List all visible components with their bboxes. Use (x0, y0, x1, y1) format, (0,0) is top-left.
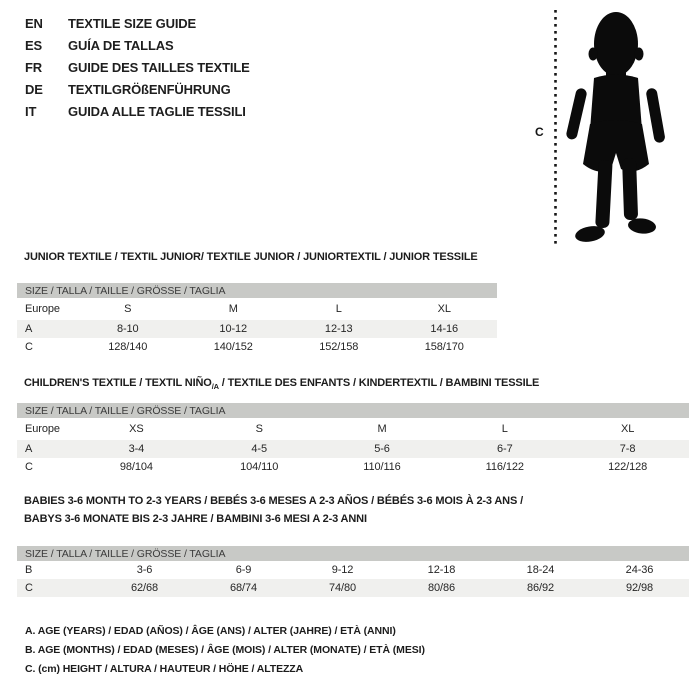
height-cell: 92/98 (590, 579, 689, 597)
language-title-list (25, 12, 250, 122)
row-label: B (25, 564, 33, 576)
months-cell: 24-36 (625, 564, 654, 576)
table-row-height (17, 579, 689, 597)
height-cell: 116/122 (485, 461, 524, 473)
babies-title-line2: BABYS 3-6 MONATE BIS 2-3 JAHRE / BAMBINI 3-6 MESI A 2-3 ANNI (24, 513, 367, 525)
size-header-band: SIZE / TALLA / TAILLE / GRÖSSE / TAGLIA (17, 283, 497, 298)
language-code: IT (25, 103, 37, 119)
language-label: TEXTILGRÖßENFÜHRUNG (68, 81, 231, 97)
junior-size-table (17, 283, 497, 356)
age-cell: 8-10 (75, 320, 181, 338)
table-row-age (17, 440, 689, 458)
size-cell: M (377, 423, 387, 435)
footnote-c: C. (cm) HEIGHT / ALTURA / HAUTEUR / HÖHE / ALTEZZA (25, 663, 304, 675)
months-cell: 9-12 (331, 564, 354, 576)
months-cell: 6-9 (235, 564, 252, 576)
height-cell: 110/116 (363, 461, 401, 473)
table-row-height (17, 458, 689, 476)
language-row-it (25, 100, 250, 122)
language-code: DE (25, 81, 43, 97)
row-label: C (25, 461, 33, 473)
language-label: TEXTILE SIZE GUIDE (68, 15, 197, 31)
children-size-table (17, 403, 689, 476)
height-cell: 80/86 (392, 579, 491, 597)
table-row-age (17, 320, 497, 338)
height-cell: 104/110 (240, 461, 279, 473)
row-label: C (17, 579, 95, 597)
height-cell: 98/104 (119, 461, 153, 473)
footnotes (25, 622, 425, 679)
language-code: FR (25, 59, 43, 75)
table-row-months (17, 561, 689, 579)
height-cell: 122/128 (608, 461, 648, 473)
age-cell: 7-8 (566, 440, 689, 458)
children-table-title (24, 377, 539, 391)
language-row-fr (25, 56, 250, 78)
children-title-main: CHILDREN'S TEXTILE / TEXTIL NIÑO (24, 377, 212, 389)
size-header-band: SIZE / TALLA / TAILLE / GRÖSSE / TAGLIA (17, 546, 689, 561)
size-header-row (17, 403, 689, 418)
months-cell: 18-24 (526, 564, 555, 576)
table-row-europe (17, 298, 497, 320)
size-cell: S (255, 423, 263, 435)
height-cell: 140/152 (213, 341, 253, 353)
language-code: EN (25, 15, 43, 31)
size-cell: XL (620, 423, 635, 435)
age-cell: 6-7 (443, 440, 566, 458)
months-cell: 12-18 (427, 564, 456, 576)
age-cell: 14-16 (392, 320, 498, 338)
size-cell: S (124, 303, 132, 315)
language-row-es (25, 34, 250, 56)
age-cell: 4-5 (198, 440, 321, 458)
months-cell: 3-6 (136, 564, 153, 576)
height-cell: 74/80 (293, 579, 392, 597)
language-label: GUÍA DE TALLAS (68, 37, 174, 53)
language-code: ES (25, 37, 43, 53)
size-header-row (17, 283, 497, 298)
babies-table-title (24, 492, 523, 528)
age-cell: 5-6 (321, 440, 444, 458)
age-cell: 10-12 (181, 320, 287, 338)
size-cell: L (501, 423, 508, 435)
language-label: GUIDA ALLE TAGLIE TESSILI (68, 103, 246, 119)
size-header-band: SIZE / TALLA / TAILLE / GRÖSSE / TAGLIA (17, 403, 689, 418)
language-row-en (25, 12, 250, 34)
height-cell: 62/68 (95, 579, 194, 597)
size-cell: XS (129, 423, 144, 435)
measure-label-c: C (535, 125, 544, 139)
height-cell: 152/158 (319, 341, 359, 353)
height-cell: 86/92 (491, 579, 590, 597)
row-label: C (25, 341, 33, 353)
height-cell: 68/74 (194, 579, 293, 597)
row-label: A (17, 440, 75, 458)
language-label: GUIDE DES TAILLES TEXTILE (68, 59, 250, 75)
size-header-row (17, 546, 689, 561)
age-cell: 12-13 (286, 320, 392, 338)
footnote-a: A. AGE (YEARS) / EDAD (AÑOS) / ÂGE (ANS) / ALTER (JAHRE) / ETÀ (ANNI) (25, 625, 396, 637)
row-label: Europe (25, 303, 60, 315)
babies-title-line1: BABIES 3-6 MONTH TO 2-3 YEARS / BEBÉS 3-6 MESES A 2-3 AÑOS / BÉBÉS 3-6 MOIS À 2-3 ANS / (24, 495, 523, 507)
size-cell: L (335, 303, 342, 315)
footnote-b: B. AGE (MONTHS) / EDAD (MESES) / ÂGE (MOIS) / ALTER (MONATE) / ETÀ (MESI) (25, 644, 425, 656)
size-cell: M (228, 303, 238, 315)
baby-silhouette-icon (565, 12, 665, 244)
row-label: A (17, 320, 75, 338)
row-label: Europe (25, 423, 60, 435)
table-row-europe (17, 418, 689, 440)
height-cell: 158/170 (424, 341, 464, 353)
children-title-rest: / TEXTILE DES ENFANTS / KINDERTEXTIL / BAMBINI TESSILE (218, 377, 540, 389)
size-cell: XL (437, 303, 451, 315)
babies-size-table (17, 546, 689, 597)
height-cell: 128/140 (108, 341, 148, 353)
baby-silhouette-figure (540, 6, 670, 246)
age-cell: 3-4 (75, 440, 198, 458)
children-title-sub: /A (211, 382, 219, 392)
junior-table-title: JUNIOR TEXTILE / TEXTIL JUNIOR/ TEXTILE JUNIOR / JUNIORTEXTIL / JUNIOR TESSILE (24, 251, 478, 263)
table-row-height (17, 338, 497, 356)
language-row-de (25, 78, 250, 100)
